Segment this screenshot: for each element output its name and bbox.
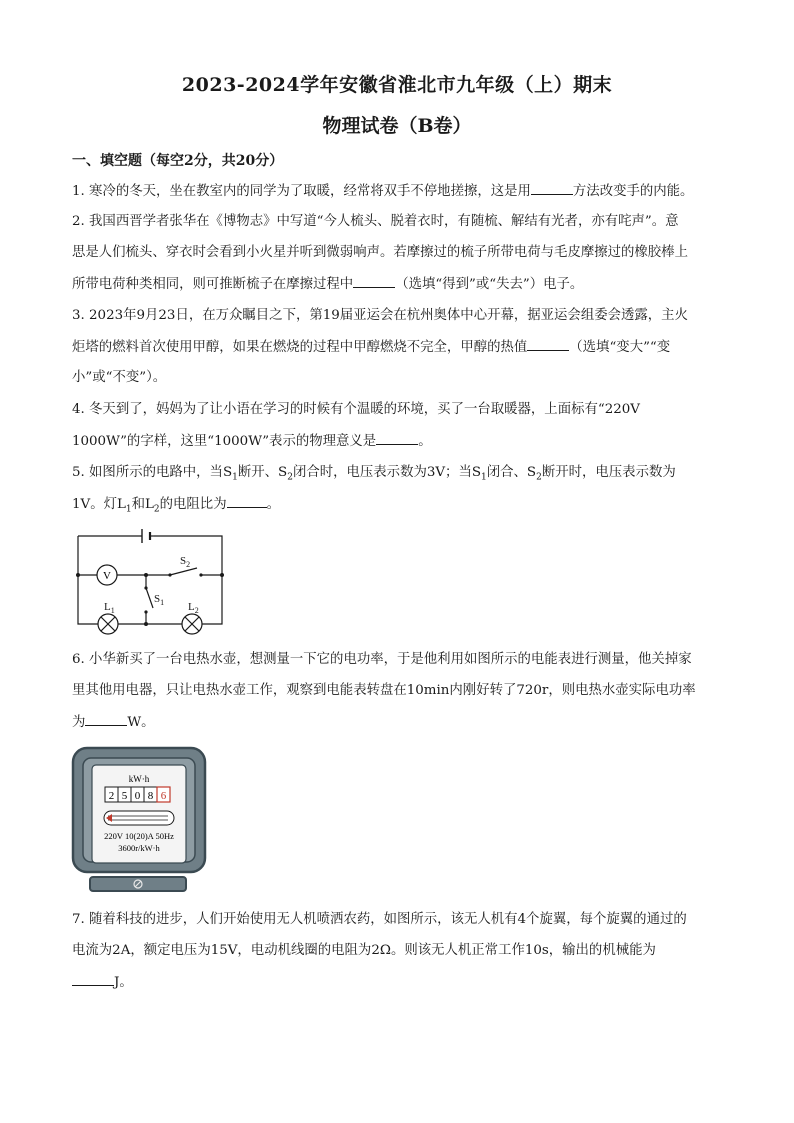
wire-left [78, 536, 98, 624]
q4-text-b: 。 [418, 434, 432, 449]
q1-text-a: 1. 寒冷的冬天，坐在教室内的同学为了取暖，经常将双手不停地搓擦，这是用 [72, 184, 531, 199]
q5-answer-blank[interactable] [227, 495, 267, 508]
meter-digit: 5 [121, 790, 128, 802]
question-6-line-2: 里其他用电器，只让电热水壶工作，观察到电能表转盘在10min内刚好转了720r，则电热水壶实际电功率 [72, 683, 696, 698]
q1-text-b: 方法改变手的内能。 [572, 184, 694, 199]
q5-sub: 2 [536, 472, 542, 483]
q3-answer-blank[interactable] [527, 338, 569, 351]
q5-text: 断开时，电压表示数为 [541, 465, 676, 480]
exam-subtitle: 物理试卷（B卷） [322, 115, 472, 137]
question-2-line-2: 思是人们梳头、穿衣时会看到小火星并听到微弱响声。若摩擦过的梳子所带电荷与毛皮摩擦过的橡胶棒上 [72, 245, 688, 260]
question-5-line-1 [72, 464, 732, 487]
question-3-line-2 [72, 338, 732, 357]
circuit-diagram [70, 526, 232, 638]
meter-disk-window [104, 811, 174, 825]
meter-spec-2: 3600r/kW·h [118, 843, 160, 853]
q2-text-a: 所带电荷种类相同，则可推断梳子在摩擦过程中 [72, 277, 354, 292]
switch-s2-blade [170, 568, 197, 575]
question-2-line-3 [72, 275, 732, 294]
q7-answer-blank[interactable] [72, 973, 114, 986]
electricity-meter [70, 745, 210, 895]
question-4-line-1: 4. 冬天到了，妈妈为了让小语在学习的时候有个温暖的环境，买了一台取暖器，上面标有“220V [72, 402, 640, 417]
question-6-line-3 [72, 713, 732, 732]
q5-text: 的电阻比为 [159, 497, 227, 512]
question-7-line-3 [72, 973, 732, 992]
q5-text: 。 [266, 497, 280, 512]
switch-s2-label: $S_2$ [180, 555, 191, 569]
q5-sub: 2 [287, 472, 293, 483]
q3-text-a: 炬塔的燃料首次使用甲醇，如果在燃烧的过程中甲醇燃烧不完全，甲醇的热值 [72, 340, 528, 355]
q6-text-b: W。 [127, 715, 155, 730]
q5-text: 闭合时，电压表示数为3V；当S [292, 465, 482, 480]
q5-text: 闭合、S [486, 465, 537, 480]
meter-digit: 2 [108, 790, 115, 802]
q3-text-b: （选填“变大”“变 [569, 340, 671, 355]
question-2-line-1: 2. 我国西晋学者张华在《博物志》中写道“今人梳头、脱着衣时，有随梳、解结有光者，亦有咤声”。意 [72, 214, 679, 229]
lamp-l1-label: $L_1$ [104, 601, 115, 615]
lamp-l2-label: $L_2$ [188, 601, 199, 615]
meter-spec-1: 220V 10(20)A 50Hz [104, 831, 174, 841]
q5-sub: 1 [481, 472, 487, 483]
voltmeter-label: V [103, 570, 111, 582]
q4-answer-blank[interactable] [376, 432, 418, 445]
q6-text-a: 为 [72, 715, 86, 730]
question-6-line-1: 6. 小华新买了一台电热水壶，想测量一下它的电功率，于是他利用如图所示的电能表进行测量，他关掉家 [72, 652, 692, 667]
q4-text-a: 1000W”的字样，这里“1000W”表示的物理意义是 [72, 434, 377, 449]
q5-text: 5. 如图所示的电路中，当S [72, 465, 233, 480]
question-3-line-1: 3. 2023年9月23日，在万众瞩目之下，第19届亚运会在杭州奥体中心开幕，据亚运会组委会透露，主火 [72, 308, 688, 323]
q5-sub: 1 [125, 504, 132, 515]
question-3-line-3: 小”或“不变”）。 [72, 370, 167, 385]
q5-text: 1V。灯L [72, 497, 126, 512]
switch-s1-label: $S_1$ [154, 593, 165, 607]
q5-text: 和L [131, 497, 154, 512]
meter-digits [105, 787, 170, 802]
q2-text-b: （选填“得到”或“失去”）电子。 [395, 277, 584, 292]
question-7-line-1: 7. 随着科技的进步，人们开始使用无人机喷洒农药，如图所示，该无人机有4个旋翼，每个旋翼的通过的 [72, 912, 687, 927]
meter-digit: 0 [134, 790, 141, 802]
q1-answer-blank[interactable] [531, 182, 573, 195]
q5-sub: 1 [232, 472, 238, 483]
section-heading: 一、填空题（每空2分，共20分） [72, 153, 284, 169]
q5-sub: 2 [153, 504, 160, 515]
switch-s1-blade [146, 588, 153, 608]
meter-unit: kW·h [128, 774, 150, 784]
q6-answer-blank[interactable] [85, 713, 127, 726]
question-4-line-2 [72, 432, 732, 451]
question-1 [72, 182, 732, 201]
question-7-line-2: 电流为2A，额定电压为15V，电动机线圈的电阻为2Ω。则该无人机正常工作10s，输出的机械能为 [72, 943, 656, 958]
q2-answer-blank[interactable] [353, 275, 395, 288]
exam-title: 2023-2024学年安徽省淮北市九年级（上）期末 [181, 74, 613, 96]
question-5-line-2 [72, 495, 732, 519]
q7-text-b: J。 [114, 975, 133, 990]
meter-digit: 8 [147, 790, 154, 802]
q5-text: 断开、S [237, 465, 288, 480]
meter-digit-decimal: 6 [160, 790, 167, 802]
